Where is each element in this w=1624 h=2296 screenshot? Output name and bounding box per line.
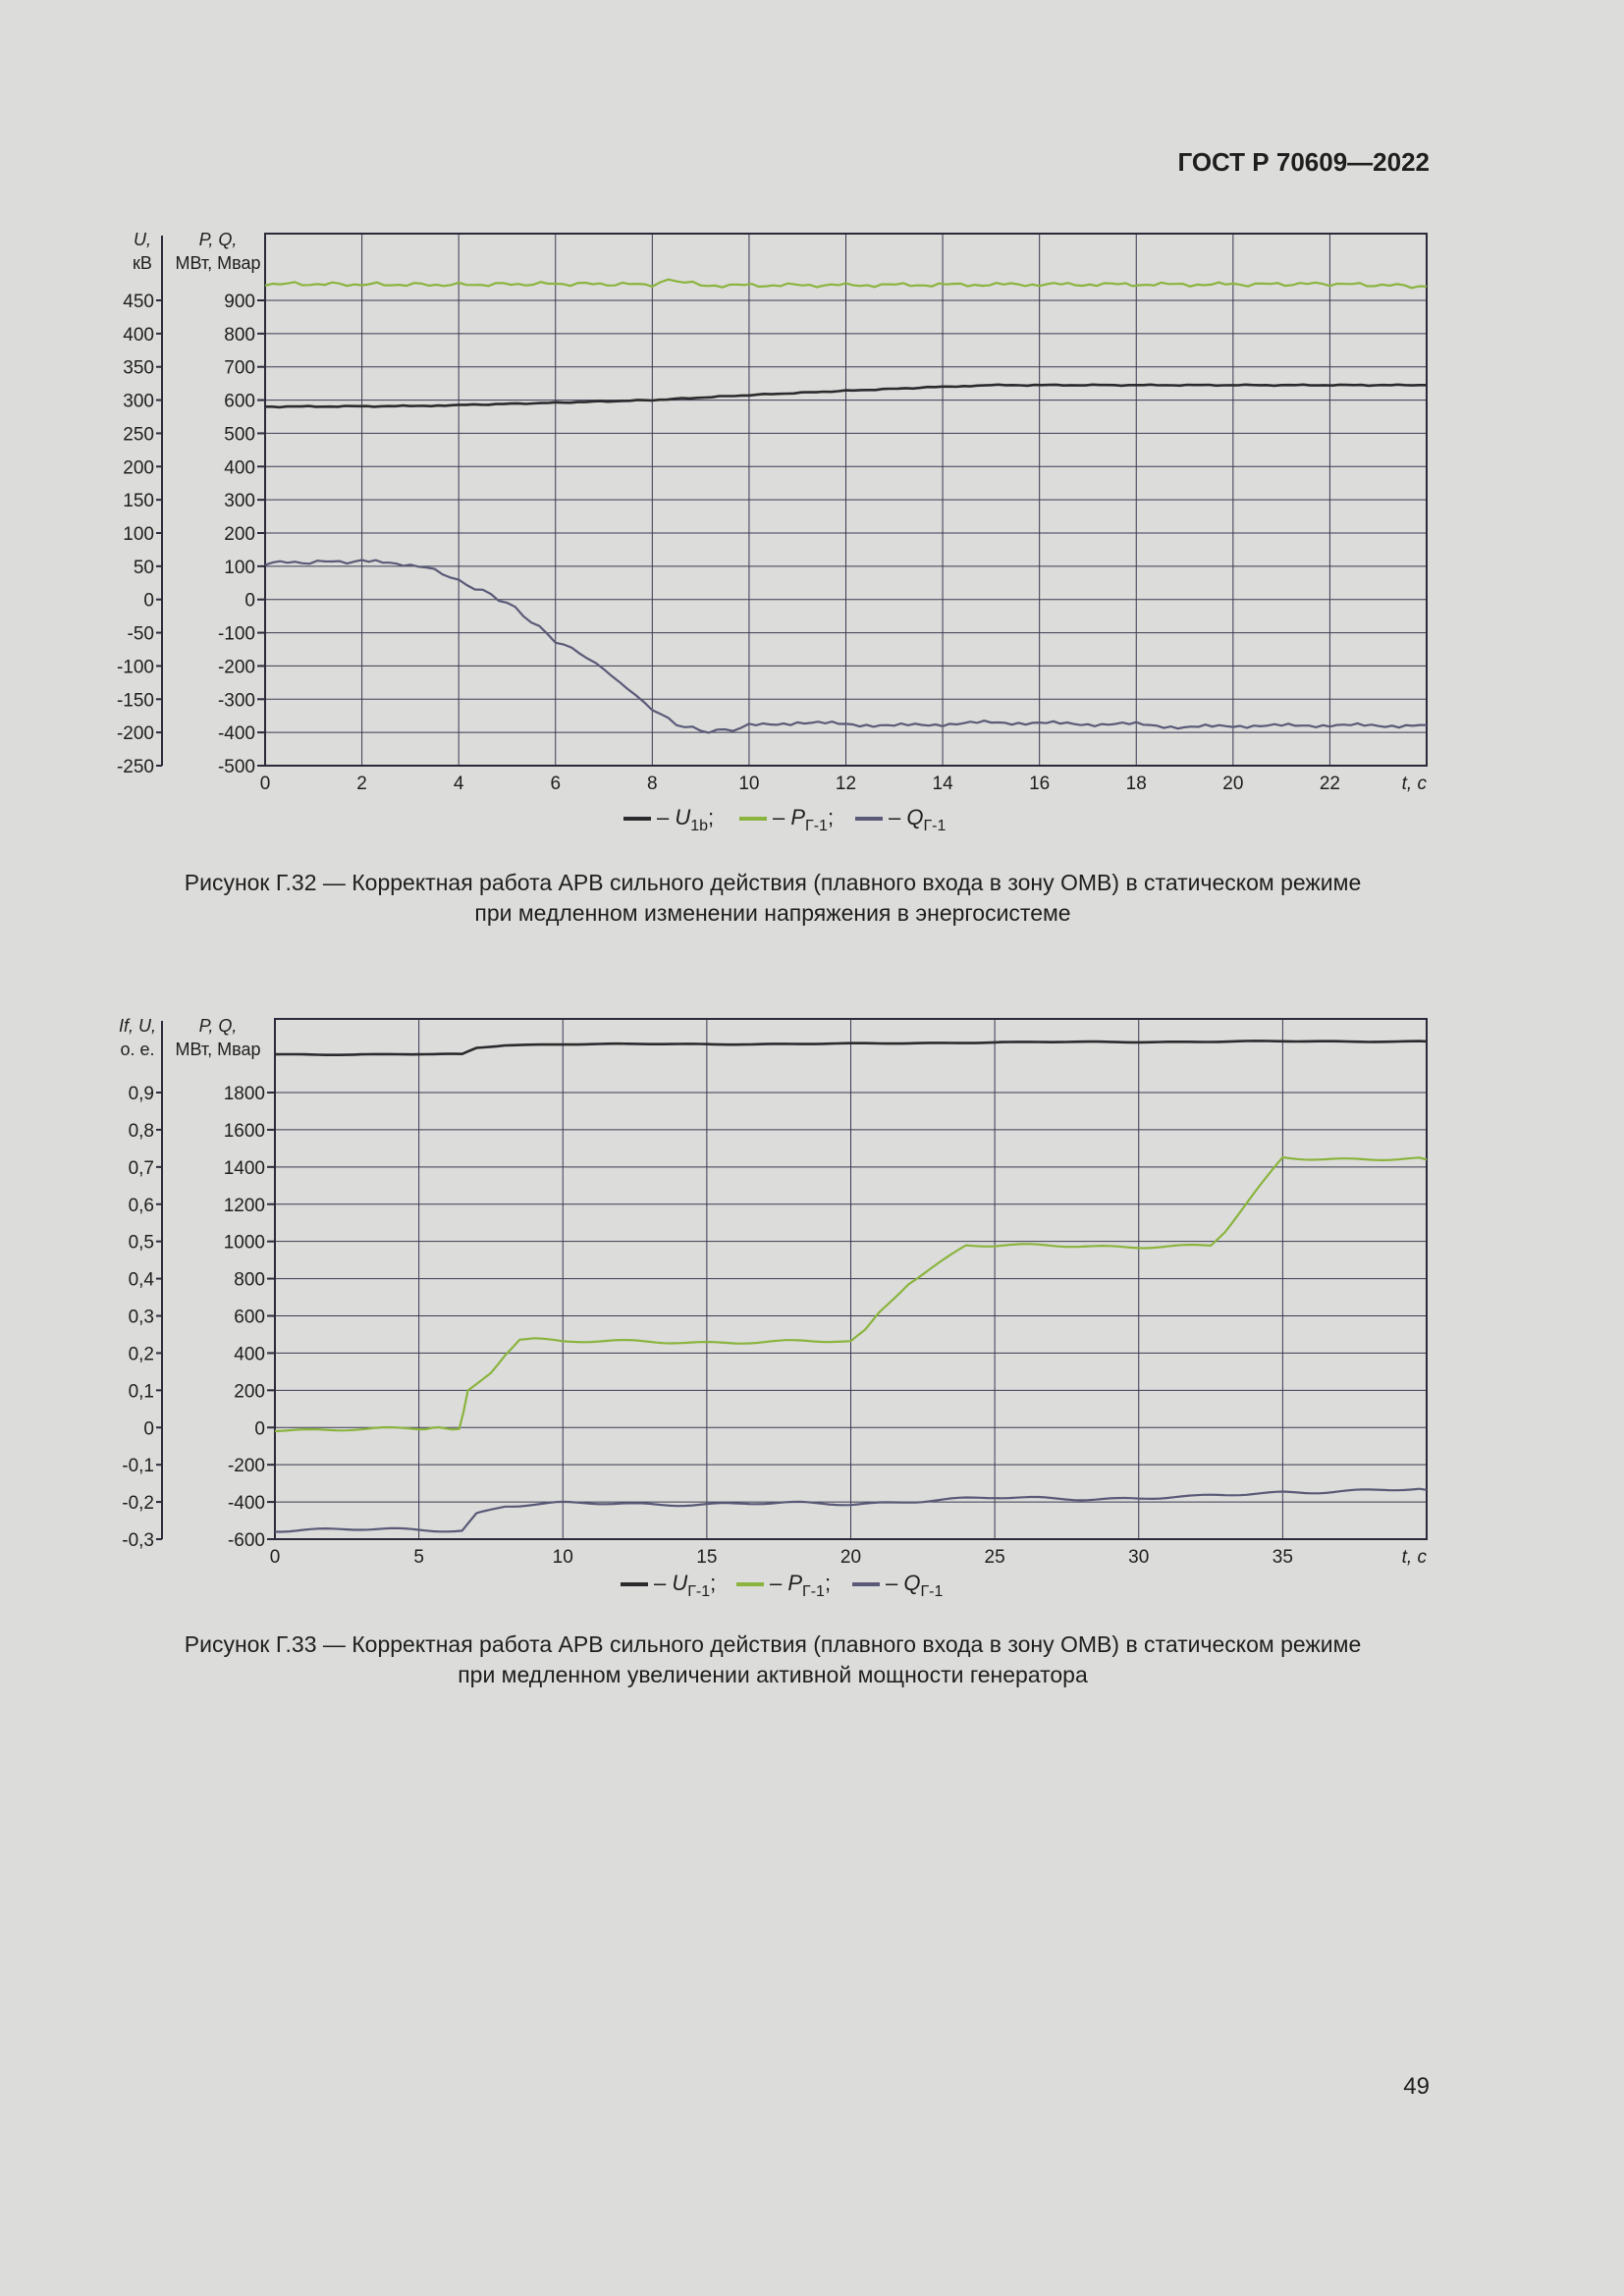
right-axis-tick-label: 1800 [223, 1084, 265, 1104]
x-axis-tick-label: 35 [1272, 1547, 1293, 1568]
x-axis-tick-label: 10 [738, 774, 760, 794]
right-axis-label: МВт, Мвар [175, 1040, 261, 1059]
left-axis-label: кВ [133, 253, 152, 273]
legend-entry: – $Q_{Г-1}$ [889, 805, 947, 834]
left-axis-tick-label: -250 [116, 757, 154, 777]
left-axis-tick-label: -0,3 [122, 1530, 154, 1551]
document-header: ГОСТ Р 70609—2022 [1177, 147, 1430, 177]
right-axis-tick-label: -400 [227, 1493, 265, 1515]
left-axis-tick-label: 350 [123, 357, 154, 379]
right-axis-tick-label: 800 [224, 324, 255, 346]
right-axis-tick-label: -200 [217, 657, 255, 678]
left-axis-tick-label: 0,2 [128, 1344, 154, 1365]
x-axis-tick-label: 25 [984, 1547, 1005, 1568]
caption-line: при медленном изменении напряжения в энергосистеме [474, 900, 1071, 926]
left-axis-tick-label: -0,1 [122, 1456, 154, 1477]
right-axis-tick-label: 1600 [223, 1120, 265, 1142]
right-axis-tick-label: 1000 [223, 1232, 265, 1254]
right-axis-tick-label: 900 [224, 292, 255, 312]
x-axis-tick-label: 16 [1029, 774, 1051, 794]
x-axis-tick-label: 5 [413, 1547, 424, 1568]
right-axis-tick-label: 600 [224, 391, 255, 412]
right-axis-tick-label: 600 [234, 1307, 265, 1328]
left-axis-tick-label: 200 [123, 457, 154, 479]
right-axis-tick-label: 200 [234, 1381, 265, 1403]
plot-grid [265, 234, 1427, 766]
right-axis-tick-label: -200 [227, 1456, 265, 1477]
x-axis-tick-label: 12 [835, 774, 857, 794]
left-axis-tick-label: 0,5 [128, 1232, 154, 1254]
legend-entry: – $P_{Г-1}$; [773, 805, 835, 834]
left-axis-tick-label: 100 [123, 524, 154, 545]
figure-g32-caption [88, 868, 1457, 929]
right-axis-tick-label: 1400 [223, 1157, 265, 1179]
right-axis-label: МВт, Мвар [175, 253, 261, 273]
left-axis-tick-label: -200 [116, 723, 154, 745]
legend-entry: – $Q_{Г-1}$ [886, 1571, 944, 1600]
right-axis-label: P, Q, [198, 230, 238, 249]
x-axis-tick-label: 14 [932, 774, 953, 794]
left-axis-tick-label: 400 [123, 324, 154, 346]
caption-line: Рисунок Г.33 — Корректная работа АРВ сильного действия (плавного входа в зону ОМВ) в статическом режиме [184, 1631, 1362, 1657]
x-axis-tick-label: 10 [552, 1547, 573, 1568]
left-axis-tick-label: 0,3 [128, 1307, 154, 1328]
right-axis-label: P, Q, [198, 1016, 238, 1036]
x-axis-tick-label: 8 [647, 774, 658, 794]
x-axis-tick-label: 30 [1128, 1547, 1150, 1568]
left-axis-label: If, U, [118, 1016, 157, 1036]
x-axis-tick-label: 0 [259, 774, 271, 794]
caption-line: при медленном увеличении активной мощности генератора [458, 1662, 1088, 1687]
right-axis-tick-label: 300 [224, 491, 255, 512]
legend-entry: – $P_{Г-1}$; [770, 1571, 832, 1600]
left-axis-tick-label: -0,2 [122, 1493, 154, 1515]
right-axis-tick-label: -500 [217, 757, 255, 777]
legend-entry: – $U_{Г-1}$; [654, 1571, 717, 1600]
x-axis-tick-label: 0 [269, 1547, 281, 1568]
right-axis-tick-label: 500 [224, 424, 255, 446]
x-axis-tick-label: 6 [550, 774, 562, 794]
left-axis-tick-label: 0,9 [128, 1084, 154, 1104]
left-axis-tick-label: 250 [123, 424, 154, 446]
page-number: 49 [1403, 2073, 1430, 2100]
left-axis-tick-label: 0,8 [128, 1120, 154, 1142]
right-axis-tick-label: 800 [234, 1269, 265, 1291]
left-axis-tick-label: 0 [143, 590, 154, 612]
right-axis-tick-label: 0 [254, 1418, 265, 1440]
left-axis-tick-label: -100 [116, 657, 154, 678]
left-axis-tick-label: 0,1 [128, 1381, 154, 1403]
right-axis-tick-label: -400 [217, 723, 255, 745]
x-axis-label: t, c [1401, 774, 1427, 794]
x-axis-tick-label: 20 [1222, 774, 1244, 794]
left-axis-tick-label: 0,6 [128, 1195, 154, 1216]
x-axis-tick-label: 4 [453, 774, 464, 794]
left-axis-label: U, [134, 230, 151, 249]
x-axis-tick-label: 15 [696, 1547, 718, 1568]
x-axis-tick-label: 2 [356, 774, 367, 794]
right-axis-tick-label: -300 [217, 690, 255, 712]
right-axis-tick-label: 400 [224, 457, 255, 479]
left-axis-tick-label: 0,7 [128, 1157, 154, 1179]
right-axis-tick-label: 0 [244, 590, 255, 612]
caption-line: Рисунок Г.32 — Корректная работа АРВ сильного действия (плавного входа в зону ОМВ) в статическом режиме [184, 870, 1362, 895]
right-axis-tick-label: 400 [234, 1344, 265, 1365]
figure-g32-chart [0, 226, 1624, 844]
x-axis-tick-label: 20 [839, 1547, 862, 1568]
left-axis-tick-label: 300 [123, 391, 154, 412]
left-axis-tick-label: 150 [123, 491, 154, 512]
left-axis-tick-label: -50 [127, 623, 154, 645]
right-axis-tick-label: 1200 [223, 1195, 265, 1216]
right-axis-tick-label: -600 [227, 1530, 265, 1551]
left-axis-tick-label: 0 [143, 1418, 154, 1440]
legend-entry: – $U_{1b}$; [657, 805, 715, 834]
x-axis-label: t, c [1401, 1547, 1427, 1568]
figure-g33-chart [0, 1006, 1624, 1615]
plot-grid [275, 1019, 1427, 1539]
figure-g33-caption [88, 1629, 1457, 1690]
left-axis-tick-label: 450 [123, 292, 154, 312]
x-axis-tick-label: 18 [1125, 774, 1147, 794]
left-axis-tick-label: 50 [133, 557, 154, 578]
right-axis-tick-label: 200 [224, 524, 255, 545]
left-axis-label: о. е. [120, 1040, 155, 1059]
left-axis-tick-label: -150 [116, 690, 154, 712]
x-axis-tick-label: 22 [1319, 774, 1340, 794]
left-axis-tick-label: 0,4 [128, 1269, 154, 1291]
right-axis-tick-label: -100 [217, 623, 255, 645]
right-axis-tick-label: 100 [224, 557, 255, 578]
right-axis-tick-label: 700 [224, 357, 255, 379]
